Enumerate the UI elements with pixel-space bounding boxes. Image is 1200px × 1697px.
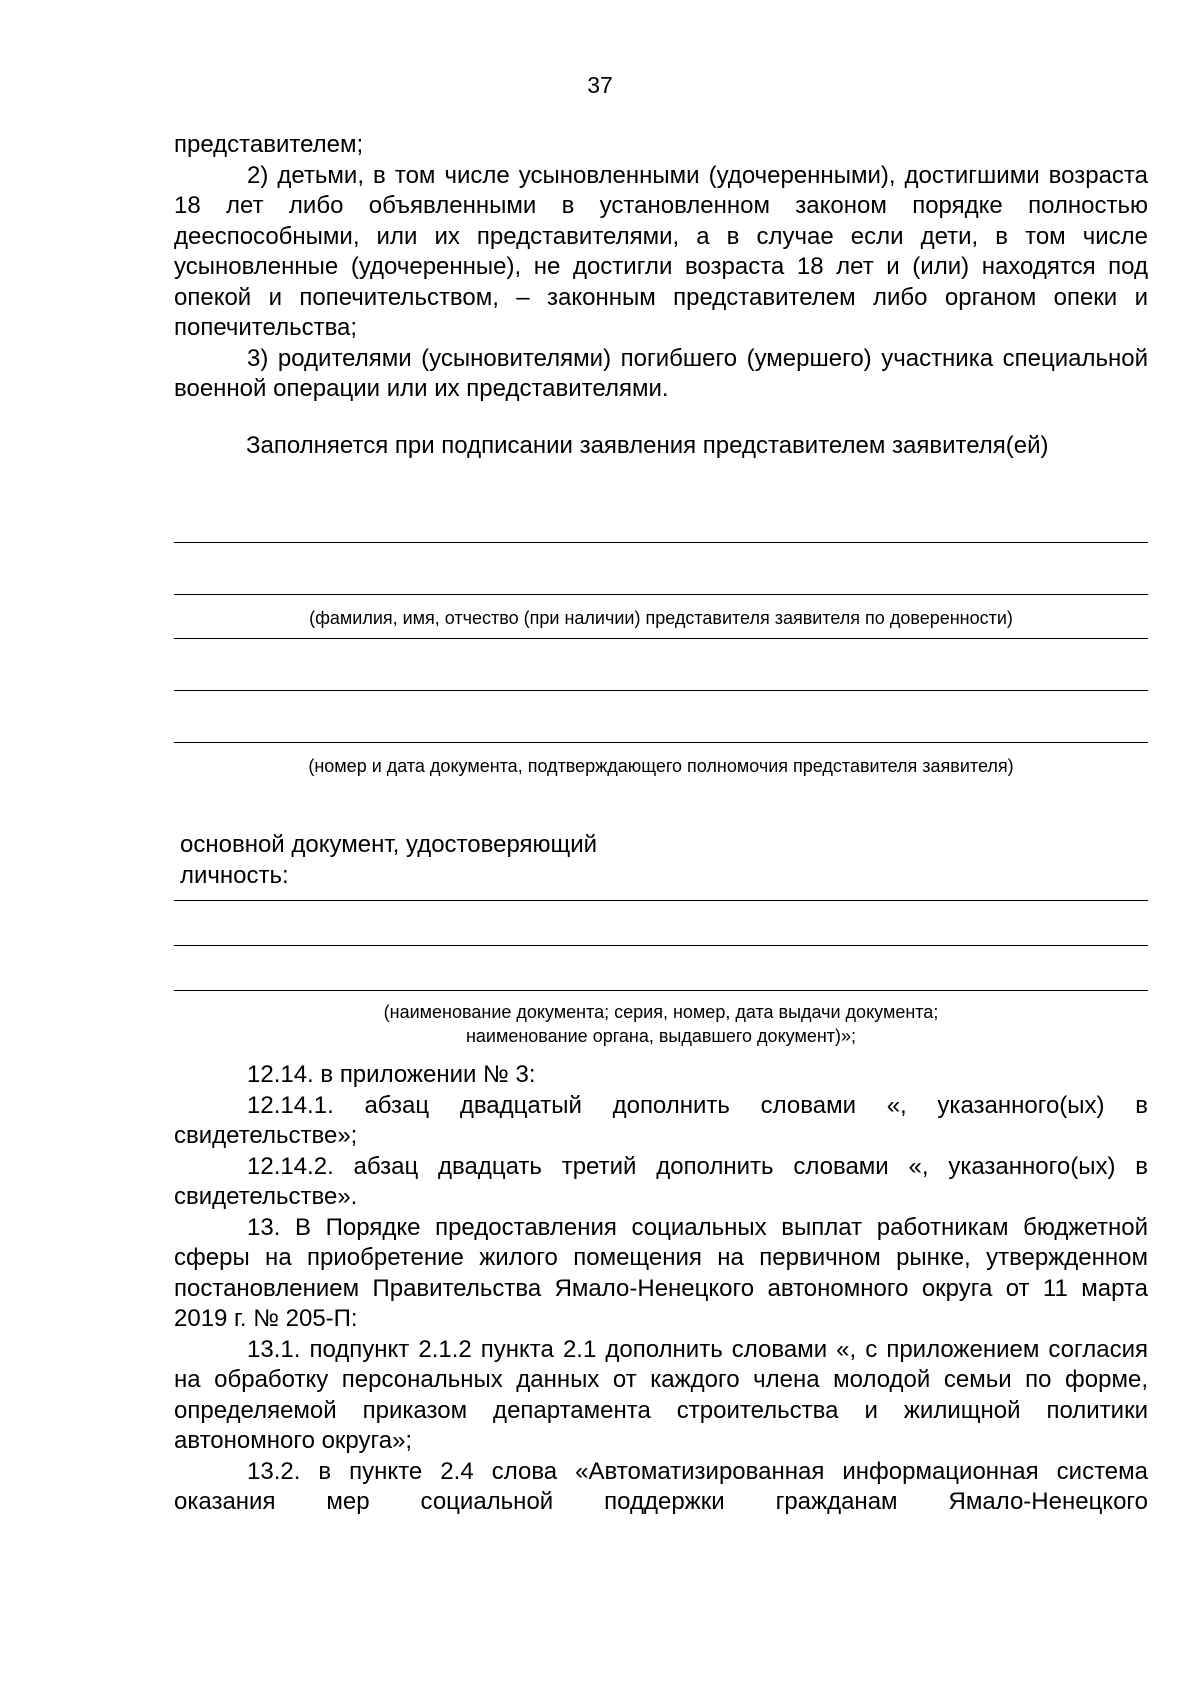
blank-line [174, 542, 1148, 543]
paragraph: 13. В Порядке предоставления социальных выплат работникам бюджетной сферы на приобретение жилого помещения на первичном рынке, утвержденном постановлением Правительства Ямало-Ненецкого автономного округа от 11 марта 2019 г. № 205-П: [174, 1213, 1148, 1332]
id-document-label: основной документ, удостоверяющий [180, 831, 598, 858]
blank-line [174, 638, 1148, 639]
caption-id-document: (наименование документа; серия, номер, дата выдачи документа; [383, 1002, 939, 1022]
paragraph: 3) родителями (усыновителями) погибшего (умершего) участника специальной военной операции или их представителями. [174, 344, 1148, 402]
paragraph: 12.14.1. абзац двадцатый дополнить словами «, указанного(ых) в свидетельстве»; [174, 1091, 1148, 1149]
blank-line [174, 690, 1148, 691]
caption-authority-document: (номер и дата документа, подтверждающего полномочия представителя заявителя) [308, 756, 1014, 776]
blank-line [174, 900, 1148, 901]
representative-note: Заполняется при подписании заявления представителем заявителя(ей) [246, 432, 1049, 459]
caption-representative-name: (фамилия, имя, отчество (при наличии) представителя заявителя по доверенности) [309, 608, 1013, 628]
caption-id-document: наименование органа, выдавшего документ)»; [465, 1026, 857, 1046]
top-text-block [174, 130, 1148, 405]
blank-line [174, 945, 1148, 946]
bottom-text-block [174, 1060, 1148, 1518]
blank-line [174, 594, 1148, 595]
paragraph: 2) детьми, в том числе усыновленными (удочеренными), достигшими возраста 18 лет либо объявленными в установленном законом порядке полностью дееспособными, или их представителями, а в случае если дети, в том числе усыновленные (удочеренные), не достигли возраста 18 лет и (или) находятся под опекой и попечительством, – законным представителем либо органом опеки и попечительства; [174, 161, 1148, 341]
id-document-label: личность: [180, 862, 289, 889]
paragraph: 12.14. в приложении № 3: [247, 1061, 536, 1088]
blank-line [174, 742, 1148, 743]
paragraph: 13.1. подпункт 2.1.2 пункта 2.1 дополнить словами «, с приложением согласия на обработку персональных данных от каждого члена молодой семьи по форме, определяемой приказом департамента строительства и жилищной политики автономного округа»; [174, 1335, 1148, 1454]
blank-line [174, 990, 1148, 991]
page-number: 37 [587, 72, 613, 98]
paragraph: 12.14.2. абзац двадцать третий дополнить словами «, указанного(ых) в свидетельстве». [174, 1152, 1148, 1210]
paragraph: 13.2. в пункте 2.4 слова «Автоматизированная информационная система оказания мер социальной поддержки гражданам Ямало-Ненецкого [174, 1457, 1148, 1515]
paragraph: представителем; [174, 131, 364, 158]
